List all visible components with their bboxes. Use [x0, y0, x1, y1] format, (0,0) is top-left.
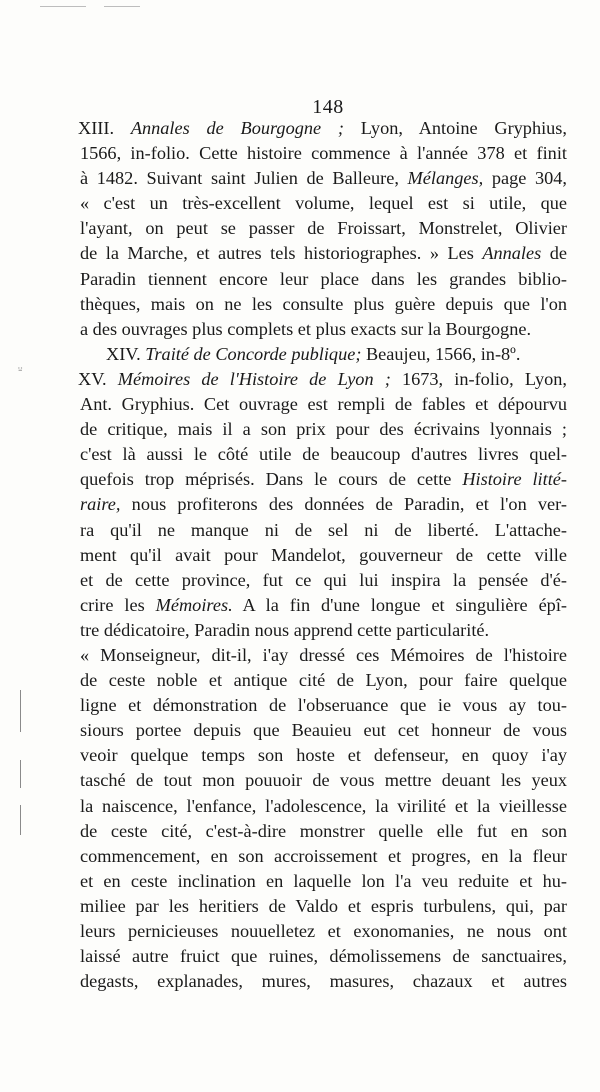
text-line [80, 241, 567, 266]
text-run: commencement, en son accroissement et progres, en la fleur [80, 845, 567, 866]
text-run: nous profiterons des données de Paradin, et l'on ver- [120, 494, 567, 515]
text-line [80, 392, 567, 417]
text-run: Beaujeu, 1566, in-8º. [361, 343, 521, 364]
text-line [80, 919, 567, 944]
margin-bar [20, 690, 21, 732]
text-run: leurs pernicieuses nouuelletez et exonomanies, ne nous ont [80, 921, 567, 941]
text-line [80, 768, 567, 793]
text-run: de ceste cité, c'est-à-dire monstrer quelle elle fut en son [80, 820, 567, 841]
margin-mark: ⸚ [18, 363, 23, 378]
text-line [80, 618, 567, 643]
text-line [80, 442, 567, 467]
text-run: Paradin tiennent encore leur place dans les grandes biblio- [80, 268, 567, 289]
text-run: de [541, 243, 567, 264]
page-number: 148 [312, 96, 344, 118]
text-line [80, 292, 567, 317]
text-run: siours portee depuis que Beauieu eut cet honneur de vous [80, 720, 567, 741]
text-line [80, 668, 567, 693]
italic-title: Histoire litté- [462, 469, 567, 490]
text-run: Ant. Gryphius. Cet ouvrage est rempli de fables et dépourvu [80, 394, 567, 415]
text-run: de ceste noble et antique cité de Lyon, pour faire quelque [80, 670, 567, 691]
text-line [80, 417, 567, 442]
text-line [80, 342, 567, 367]
text-line [80, 844, 567, 869]
text-run: veoir quelque temps son hoste et defenseur, en quoy i'ay [80, 745, 567, 766]
text-line [80, 467, 567, 492]
italic-title: Mélanges, [407, 168, 484, 189]
text-line [78, 116, 567, 141]
text-run: Lyon, Antoine Gryphius, [343, 118, 567, 138]
italic-title: raire, [80, 494, 121, 515]
text-run: et de cette province, fut ce qui lui inspira la pensée d'é- [80, 569, 567, 590]
text-run: page 304, [483, 168, 567, 189]
text-line [80, 693, 567, 718]
italic-title: Traité de Concorde publique; [145, 343, 362, 364]
text-run: quefois trop méprisés. Dans le cours de cette [80, 469, 463, 490]
italic-title: Annales [482, 243, 542, 264]
text-run: c'est là aussi le côté utile de beaucoup d'autres livres quel- [80, 444, 567, 465]
text-run: miliee par les heritiers de Valdo et espris turbulens, qui, par [80, 895, 567, 916]
text-run: degasts, explanades, mures, masures, chazaux et autres [80, 971, 567, 992]
text-line [80, 568, 567, 593]
body-text [80, 116, 567, 994]
text-line [80, 317, 567, 342]
text-line [80, 794, 567, 819]
text-line [80, 643, 567, 668]
text-run: et en ceste inclination en laquelle lon l'a veu reduite et hu- [80, 870, 567, 891]
text-line [80, 191, 567, 216]
text-run: ligne et démonstration de l'obseruance que ie vous ay tou- [80, 695, 567, 716]
text-run: la naiscence, l'enfance, l'adolescence, la virilité et la vieillesse [80, 795, 567, 816]
top-edge-rule [40, 6, 86, 7]
text-line [80, 267, 567, 292]
text-line [80, 894, 567, 919]
italic-title: Mémoires. [155, 594, 233, 615]
text-line [80, 944, 567, 969]
text-line [80, 492, 567, 517]
text-run: crire les [80, 594, 156, 615]
text-run: « Monseigneur, dit-il, i'ay dressé ces Mémoires de l'histoire [80, 644, 567, 665]
text-line [80, 593, 567, 618]
text-line [80, 166, 567, 191]
margin-bar [20, 760, 21, 788]
text-line [80, 518, 567, 543]
margin-bar [20, 805, 21, 835]
text-line [80, 743, 567, 768]
text-line [80, 141, 567, 166]
text-run: de critique, mais il a son prix pour des écrivains lyonnais ; [80, 419, 567, 440]
text-line [80, 869, 567, 894]
text-run: a des ouvrages plus complets et plus exacts sur la Bourgogne. [80, 318, 532, 339]
text-run: thèques, mais on ne les consulte plus guère depuis que l'on [80, 293, 567, 314]
text-run: 1673, in-folio, Lyon, [390, 368, 567, 389]
text-line [80, 819, 567, 844]
text-run: l'ayant, on peut se passer de Froissart, Monstrelet, Olivier [80, 218, 567, 239]
text-line [78, 367, 567, 392]
italic-title: Annales de Bourgogne ; [130, 118, 344, 138]
text-run: ment qu'il avait pour Mandelot, gouverneur de cette ville [80, 544, 567, 565]
text-run: XV. [78, 368, 118, 389]
text-run: « c'est un très-excellent volume, lequel est si utile, que [80, 193, 567, 214]
text-run: tre dédicatoire, Paradin nous apprend cette particularité. [80, 619, 490, 640]
text-line [80, 216, 567, 241]
text-run: tasché de tout mon pouuoir de vous mettre deuant les yeux [80, 770, 567, 791]
text-run: XIV. [106, 343, 146, 364]
top-edge-rule [104, 6, 140, 7]
text-run: de la Marche, et autres tels historiographes. » Les [80, 243, 483, 264]
text-line [80, 718, 567, 743]
text-run: à 1482. Suivant saint Julien de Balleure, [80, 168, 408, 189]
text-run: 1566, in-folio. Cette histoire commence à l'année 378 et finit [80, 143, 567, 164]
text-line [80, 969, 567, 994]
text-run: laissé autre fruict que ruines, démolissemens de sanctuaires, [80, 946, 567, 967]
italic-title: Mémoires de l'Histoire de Lyon ; [117, 368, 391, 389]
text-line [80, 543, 567, 568]
text-run: A la fin d'une longue et singulière épî- [232, 594, 567, 615]
text-run: ra qu'il ne manque ni de sel ni de liberté. L'attache- [80, 519, 567, 540]
text-run: XIII. [78, 118, 131, 138]
